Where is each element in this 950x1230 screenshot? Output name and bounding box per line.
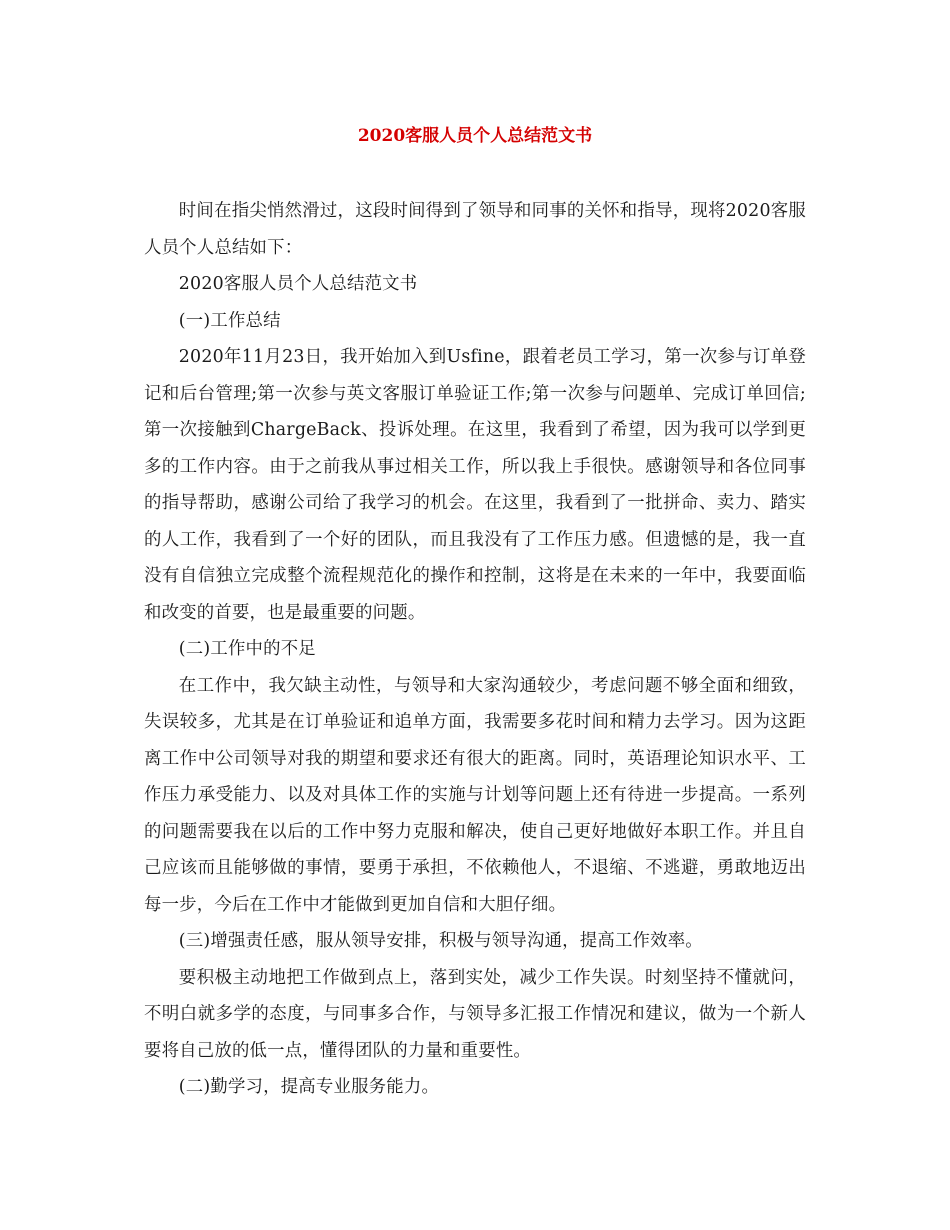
- section-heading-work-summary: (一)工作总结: [178, 310, 281, 331]
- intro-paragraph: 时间在指尖悄然滑过，这段时间得到了领导和同事的关怀和指导，现将2020客服人员个人总结如下：: [144, 201, 806, 258]
- work-summary-paragraph: 2020年11月23日，我开始加入到Usfine，跟着老员工学习，第一次参与订单登记和后台管理;第一次参与英文客服订单验证工作;第一次参与问题单、完成订单回信;第一次接触到ChargeBack、投诉处理。在这里，我看到了希望，因为我可以学到更多的工作内容。由于之前我从事过相关工作，所以我上手很快。感谢领导和各位同事的指导帮助，感谢公司给了我学习的机会。在这里，我看到了一批拼命、卖力、踏实的人工作，我看到了一个好的团队，而且我没有了工作压力感。但遗憾的是，我一直没有自信独立完成整个流程规范化的操作和控制，这将是在未来的一年中，我要面临和改变的首要，也是最重要的问题。: [144, 347, 806, 623]
- document-title: 2020客服人员个人总结范文书: [357, 126, 593, 146]
- section-heading-study: (二)勤学习，提高专业服务能力。: [178, 1077, 440, 1097]
- document-body: [144, 193, 806, 1106]
- subtitle-paragraph: 2020客服人员个人总结范文书: [178, 274, 418, 294]
- section-heading-responsibility: (三)增强责任感，服从领导安排，积极与领导沟通，提高工作效率。: [178, 931, 703, 951]
- shortcomings-paragraph: 在工作中，我欠缺主动性，与领导和大家沟通较少，考虑问题不够全面和细致，失误较多，尤其是在订单验证和追单方面，我需要多花时间和精力去学习。因为这距离工作中公司领导对我的期望和要求还有很大的距离。同时，英语理论知识水平、工作压力承受能力、以及对具体工作的实施与计划等问题上还有待进一步提高。一系列的问题需要我在以后的工作中努力克服和解决，使自己更好地做好本职工作。并且自己应该而且能够做的事情，要勇于承担，不依赖他人，不退缩、不逃避，勇敢地迈出每一步，今后在工作中才能做到更加自信和大胆仔细。: [144, 675, 806, 915]
- responsibility-paragraph: 要积极主动地把工作做到点上，落到实处，减少工作失误。时刻坚持不懂就问，不明白就多学的态度，与同事多合作，与领导多汇报工作情况和建议，做为一个新人要将自己放的低一点，懂得团队的力量和重要性。: [144, 967, 806, 1061]
- section-heading-shortcomings: (二)工作中的不足: [178, 639, 316, 659]
